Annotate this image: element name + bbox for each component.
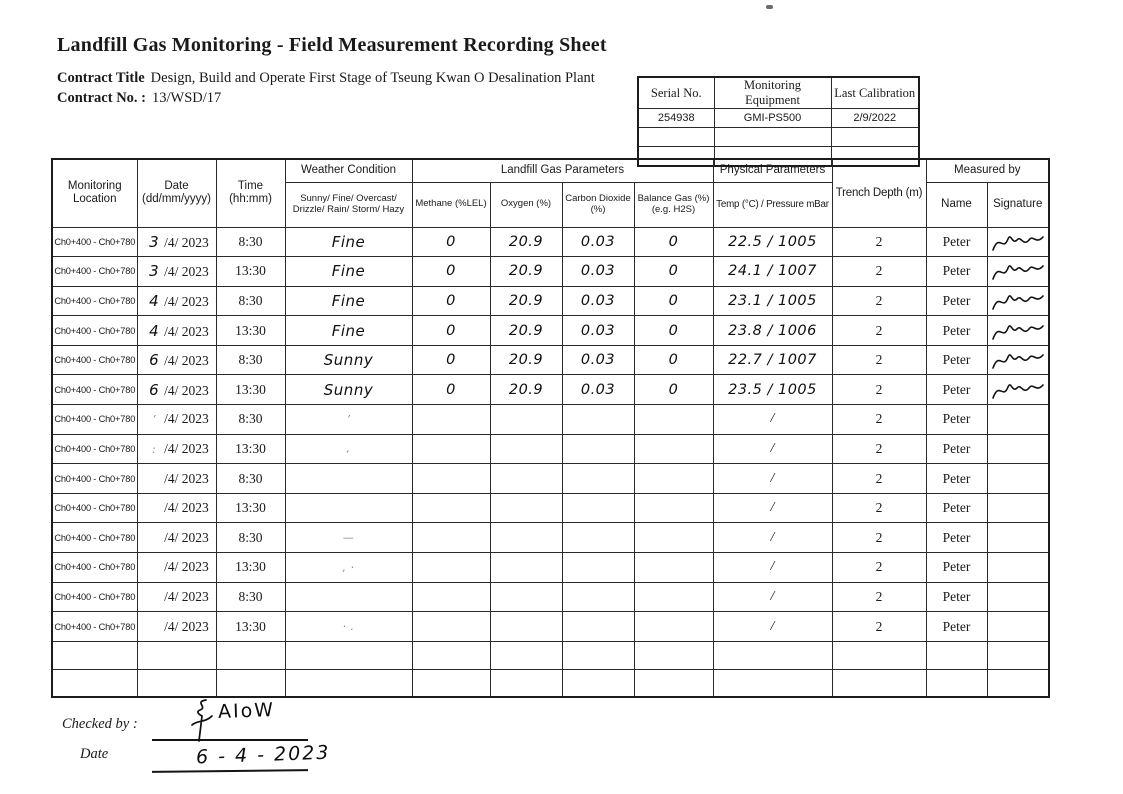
cell-name: Peter bbox=[926, 345, 987, 375]
cell-temp-pressure: / bbox=[713, 612, 832, 642]
signature-scribble-icon bbox=[991, 379, 1045, 401]
cell-trench: 2 bbox=[832, 464, 926, 494]
cell-date: ’ /4/ 2023 bbox=[137, 405, 216, 435]
cell-date: : /4/ 2023 bbox=[137, 434, 216, 464]
cell-trench: 2 bbox=[832, 582, 926, 612]
cell-trench: 2 bbox=[832, 553, 926, 583]
cell-time bbox=[216, 641, 285, 669]
cell-name: Peter bbox=[926, 316, 987, 346]
cell-signature bbox=[987, 641, 1049, 669]
cell-weather bbox=[285, 464, 412, 494]
cell-time: 13:30 bbox=[216, 257, 285, 287]
cell-methane bbox=[412, 405, 490, 435]
header-name: Name bbox=[926, 182, 987, 227]
cell-signature bbox=[987, 464, 1049, 494]
cell-balance: 0 bbox=[634, 286, 713, 316]
cell-name: Peter bbox=[926, 286, 987, 316]
header-weather-options: Sunny/ Fine/ Overcast/ Drizzle/ Rain/ Storm/ Hazy bbox=[285, 182, 412, 227]
table-row bbox=[52, 582, 1049, 612]
cell-name: Peter bbox=[926, 227, 987, 257]
cell-balance bbox=[634, 464, 713, 494]
cell-time: 13:30 bbox=[216, 493, 285, 523]
cell-name: Peter bbox=[926, 375, 987, 405]
cell-co2 bbox=[562, 553, 634, 583]
equipment-serial-value: 254938 bbox=[638, 109, 714, 128]
cell-balance: 0 bbox=[634, 316, 713, 346]
equipment-calibration-value: 2/9/2022 bbox=[831, 109, 919, 128]
cell-co2 bbox=[562, 464, 634, 494]
page-title: Landfill Gas Monitoring - Field Measurement Recording Sheet bbox=[57, 34, 607, 56]
main-table bbox=[51, 158, 1050, 698]
table-row bbox=[52, 257, 1049, 287]
cell-signature bbox=[987, 612, 1049, 642]
cell-signature bbox=[987, 375, 1049, 405]
cell-balance bbox=[634, 523, 713, 553]
cell-date: 4 /4/ 2023 bbox=[137, 286, 216, 316]
signature-scribble-icon bbox=[991, 290, 1045, 312]
cell-date: 3 /4/ 2023 bbox=[137, 257, 216, 287]
cell-name: Peter bbox=[926, 553, 987, 583]
table-row bbox=[52, 405, 1049, 435]
cell-date bbox=[137, 669, 216, 697]
cell-weather: ’ bbox=[285, 405, 412, 435]
cell-signature bbox=[987, 669, 1049, 697]
table-row bbox=[52, 553, 1049, 583]
cell-oxygen: 20.9 bbox=[490, 316, 562, 346]
header-monitoring-location: Monitoring Location bbox=[52, 159, 137, 227]
checked-by-signature-value: AIoW bbox=[217, 699, 276, 723]
cell-oxygen: 20.9 bbox=[490, 257, 562, 287]
table-row bbox=[52, 641, 1049, 669]
header-physical-parameters: Physical Parameters bbox=[713, 159, 832, 182]
cell-date: /4/ 2023 bbox=[137, 523, 216, 553]
cell-balance bbox=[634, 434, 713, 464]
cell-oxygen bbox=[490, 669, 562, 697]
cell-methane bbox=[412, 434, 490, 464]
checked-date-value: 6 - 4 - 2023 bbox=[195, 741, 331, 769]
cell-temp-pressure: 22.7 / 1007 bbox=[713, 345, 832, 375]
cell-balance: 0 bbox=[634, 345, 713, 375]
cell-co2 bbox=[562, 612, 634, 642]
cell-location bbox=[52, 641, 137, 669]
contract-title-label: Contract Title bbox=[57, 70, 145, 86]
equipment-header-calibration: Last Calibration bbox=[831, 77, 919, 109]
cell-oxygen bbox=[490, 582, 562, 612]
cell-date: /4/ 2023 bbox=[137, 464, 216, 494]
cell-location: Ch0+400 - Ch0+780 bbox=[52, 582, 137, 612]
cell-weather: ‚ · bbox=[285, 553, 412, 583]
cell-time: 13:30 bbox=[216, 375, 285, 405]
cell-methane: 0 bbox=[412, 286, 490, 316]
cell-date: 3 /4/ 2023 bbox=[137, 227, 216, 257]
cell-trench: 2 bbox=[832, 493, 926, 523]
table-row bbox=[52, 464, 1049, 494]
scan-speck bbox=[766, 5, 773, 9]
cell-trench: 2 bbox=[832, 227, 926, 257]
cell-location: Ch0+400 - Ch0+780 bbox=[52, 612, 137, 642]
equipment-model-value: GMI-PS500 bbox=[714, 109, 831, 128]
cell-trench: 2 bbox=[832, 405, 926, 435]
cell-temp-pressure: / bbox=[713, 405, 832, 435]
header-date: Date (dd/mm/yyyy) bbox=[137, 159, 216, 227]
cell-time: 8:30 bbox=[216, 464, 285, 494]
cell-oxygen bbox=[490, 405, 562, 435]
cell-weather bbox=[285, 582, 412, 612]
cell-methane bbox=[412, 523, 490, 553]
header-balance-gas: Balance Gas (%) (e.g. H2S) bbox=[634, 182, 713, 227]
cell-weather: Sunny bbox=[285, 375, 412, 405]
cell-location: Ch0+400 - Ch0+780 bbox=[52, 257, 137, 287]
cell-weather: Fine bbox=[285, 257, 412, 287]
cell-weather: Fine bbox=[285, 286, 412, 316]
cell-location: Ch0+400 - Ch0+780 bbox=[52, 464, 137, 494]
cell-location: Ch0+400 - Ch0+780 bbox=[52, 375, 137, 405]
cell-temp-pressure bbox=[713, 669, 832, 697]
cell-co2: 0.03 bbox=[562, 257, 634, 287]
cell-signature bbox=[987, 227, 1049, 257]
contract-title-line bbox=[57, 70, 595, 87]
cell-temp-pressure: 24.1 / 1007 bbox=[713, 257, 832, 287]
checked-by-label: Checked by : bbox=[62, 716, 138, 732]
cell-signature bbox=[987, 582, 1049, 612]
cell-signature bbox=[987, 345, 1049, 375]
equipment-header-equipment: Monitoring Equipment bbox=[714, 77, 831, 109]
cell-name: Peter bbox=[926, 257, 987, 287]
equipment-calibration-value bbox=[831, 128, 919, 147]
cell-co2: 0.03 bbox=[562, 227, 634, 257]
equipment-row bbox=[638, 109, 919, 128]
cell-oxygen bbox=[490, 553, 562, 583]
cell-methane: 0 bbox=[412, 227, 490, 257]
cell-co2: 0.03 bbox=[562, 316, 634, 346]
cell-time: 8:30 bbox=[216, 227, 285, 257]
cell-oxygen bbox=[490, 493, 562, 523]
cell-temp-pressure: / bbox=[713, 493, 832, 523]
header-carbon-dioxide: Carbon Dioxide (%) bbox=[562, 182, 634, 227]
cell-name: Peter bbox=[926, 405, 987, 435]
cell-signature bbox=[987, 405, 1049, 435]
cell-trench: 2 bbox=[832, 523, 926, 553]
cell-oxygen: 20.9 bbox=[490, 375, 562, 405]
checked-by-flourish-icon bbox=[188, 697, 216, 748]
cell-oxygen: 20.9 bbox=[490, 345, 562, 375]
cell-weather bbox=[285, 669, 412, 697]
cell-oxygen bbox=[490, 434, 562, 464]
cell-location: Ch0+400 - Ch0+780 bbox=[52, 493, 137, 523]
cell-weather: Fine bbox=[285, 316, 412, 346]
cell-co2 bbox=[562, 641, 634, 669]
cell-co2 bbox=[562, 434, 634, 464]
cell-trench: 2 bbox=[832, 375, 926, 405]
header-landfill-gas-parameters: Landfill Gas Parameters bbox=[412, 159, 713, 182]
header-oxygen: Oxygen (%) bbox=[490, 182, 562, 227]
contract-no-label: Contract No. : bbox=[57, 90, 146, 106]
equipment-row bbox=[638, 128, 919, 147]
cell-date: 4 /4/ 2023 bbox=[137, 316, 216, 346]
cell-temp-pressure bbox=[713, 641, 832, 669]
table-row bbox=[52, 316, 1049, 346]
cell-time: 8:30 bbox=[216, 345, 285, 375]
cell-balance: 0 bbox=[634, 257, 713, 287]
main-table-body bbox=[52, 227, 1049, 697]
cell-location: Ch0+400 - Ch0+780 bbox=[52, 227, 137, 257]
cell-balance bbox=[634, 405, 713, 435]
cell-methane bbox=[412, 641, 490, 669]
cell-temp-pressure: 23.1 / 1005 bbox=[713, 286, 832, 316]
cell-temp-pressure: 23.8 / 1006 bbox=[713, 316, 832, 346]
signature-scribble-icon bbox=[991, 349, 1045, 371]
cell-balance: 0 bbox=[634, 375, 713, 405]
equipment-serial-value bbox=[638, 128, 714, 147]
cell-temp-pressure: / bbox=[713, 434, 832, 464]
header-group-row bbox=[52, 159, 1049, 182]
cell-oxygen bbox=[490, 641, 562, 669]
cell-location: Ch0+400 - Ch0+780 bbox=[52, 553, 137, 583]
cell-trench bbox=[832, 641, 926, 669]
header-time: Time (hh:mm) bbox=[216, 159, 285, 227]
signature-scribble-icon bbox=[991, 231, 1045, 253]
cell-name: Peter bbox=[926, 464, 987, 494]
cell-methane: 0 bbox=[412, 257, 490, 287]
checked-by-line bbox=[152, 739, 308, 741]
cell-oxygen bbox=[490, 523, 562, 553]
table-row bbox=[52, 286, 1049, 316]
table-row bbox=[52, 669, 1049, 697]
cell-location: Ch0+400 - Ch0+780 bbox=[52, 434, 137, 464]
signature-scribble-icon bbox=[991, 260, 1045, 282]
cell-date: 6 /4/ 2023 bbox=[137, 345, 216, 375]
cell-location: Ch0+400 - Ch0+780 bbox=[52, 286, 137, 316]
cell-trench: 2 bbox=[832, 434, 926, 464]
cell-date: /4/ 2023 bbox=[137, 493, 216, 523]
cell-co2 bbox=[562, 405, 634, 435]
checked-date-label: Date bbox=[80, 746, 109, 762]
cell-balance bbox=[634, 493, 713, 523]
cell-time: 8:30 bbox=[216, 405, 285, 435]
cell-name: Peter bbox=[926, 523, 987, 553]
table-row bbox=[52, 612, 1049, 642]
cell-signature bbox=[987, 493, 1049, 523]
cell-name: Peter bbox=[926, 434, 987, 464]
cell-name: Peter bbox=[926, 612, 987, 642]
cell-time bbox=[216, 669, 285, 697]
cell-methane bbox=[412, 582, 490, 612]
cell-time: 8:30 bbox=[216, 286, 285, 316]
cell-balance bbox=[634, 612, 713, 642]
cell-name: Peter bbox=[926, 582, 987, 612]
contract-no-value: 13/WSD/17 bbox=[152, 90, 222, 106]
cell-co2: 0.03 bbox=[562, 286, 634, 316]
cell-methane bbox=[412, 493, 490, 523]
cell-location: Ch0+400 - Ch0+780 bbox=[52, 316, 137, 346]
cell-co2 bbox=[562, 669, 634, 697]
cell-methane bbox=[412, 464, 490, 494]
cell-time: 13:30 bbox=[216, 553, 285, 583]
cell-trench: 2 bbox=[832, 257, 926, 287]
cell-temp-pressure: 22.5 / 1005 bbox=[713, 227, 832, 257]
cell-weather: · . bbox=[285, 612, 412, 642]
cell-methane: 0 bbox=[412, 345, 490, 375]
cell-oxygen bbox=[490, 612, 562, 642]
cell-co2: 0.03 bbox=[562, 345, 634, 375]
table-row bbox=[52, 227, 1049, 257]
cell-balance bbox=[634, 582, 713, 612]
cell-trench: 2 bbox=[832, 286, 926, 316]
cell-temp-pressure: / bbox=[713, 553, 832, 583]
cell-co2 bbox=[562, 582, 634, 612]
cell-location bbox=[52, 669, 137, 697]
cell-location: Ch0+400 - Ch0+780 bbox=[52, 523, 137, 553]
cell-time: 13:30 bbox=[216, 316, 285, 346]
cell-time: 8:30 bbox=[216, 523, 285, 553]
contract-no-line bbox=[57, 90, 221, 107]
header-signature: Signature bbox=[987, 182, 1049, 227]
cell-signature bbox=[987, 553, 1049, 583]
cell-oxygen: 20.9 bbox=[490, 227, 562, 257]
cell-balance: 0 bbox=[634, 227, 713, 257]
cell-weather: Sunny bbox=[285, 345, 412, 375]
cell-location: Ch0+400 - Ch0+780 bbox=[52, 345, 137, 375]
cell-signature bbox=[987, 523, 1049, 553]
cell-methane: 0 bbox=[412, 375, 490, 405]
cell-time: 13:30 bbox=[216, 434, 285, 464]
cell-methane bbox=[412, 612, 490, 642]
table-row bbox=[52, 523, 1049, 553]
checked-date-line bbox=[152, 769, 308, 773]
table-row bbox=[52, 434, 1049, 464]
cell-weather bbox=[285, 641, 412, 669]
equipment-table bbox=[637, 76, 920, 167]
header-trench-depth: Trench Depth (m) bbox=[832, 159, 926, 227]
cell-location: Ch0+400 - Ch0+780 bbox=[52, 405, 137, 435]
cell-date bbox=[137, 641, 216, 669]
cell-signature bbox=[987, 434, 1049, 464]
equipment-model-value bbox=[714, 128, 831, 147]
cell-signature bbox=[987, 257, 1049, 287]
header-methane: Methane (%LEL) bbox=[412, 182, 490, 227]
cell-time: 8:30 bbox=[216, 582, 285, 612]
cell-name bbox=[926, 641, 987, 669]
cell-trench: 2 bbox=[832, 612, 926, 642]
cell-weather bbox=[285, 493, 412, 523]
signature-scribble-icon bbox=[991, 320, 1045, 342]
cell-oxygen bbox=[490, 464, 562, 494]
cell-co2 bbox=[562, 523, 634, 553]
equipment-header-row bbox=[638, 77, 919, 109]
header-weather-condition: Weather Condition bbox=[285, 159, 412, 182]
cell-temp-pressure: 23.5 / 1005 bbox=[713, 375, 832, 405]
cell-co2 bbox=[562, 493, 634, 523]
cell-weather: , bbox=[285, 434, 412, 464]
cell-co2: 0.03 bbox=[562, 375, 634, 405]
cell-name bbox=[926, 669, 987, 697]
contract-title-value: Design, Build and Operate First Stage of Tseung Kwan O Desalination Plant bbox=[150, 70, 595, 86]
cell-date: /4/ 2023 bbox=[137, 582, 216, 612]
cell-balance bbox=[634, 641, 713, 669]
equipment-header-serial: Serial No. bbox=[638, 77, 714, 109]
cell-weather: Fine bbox=[285, 227, 412, 257]
cell-balance bbox=[634, 553, 713, 583]
cell-methane: 0 bbox=[412, 316, 490, 346]
cell-methane bbox=[412, 553, 490, 583]
cell-time: 13:30 bbox=[216, 612, 285, 642]
cell-methane bbox=[412, 669, 490, 697]
cell-temp-pressure: / bbox=[713, 582, 832, 612]
cell-oxygen: 20.9 bbox=[490, 286, 562, 316]
cell-weather: — bbox=[285, 523, 412, 553]
cell-temp-pressure: / bbox=[713, 523, 832, 553]
cell-name: Peter bbox=[926, 493, 987, 523]
table-row bbox=[52, 345, 1049, 375]
header-measured-by: Measured by bbox=[926, 159, 1049, 182]
cell-trench bbox=[832, 669, 926, 697]
cell-date: /4/ 2023 bbox=[137, 612, 216, 642]
table-row bbox=[52, 375, 1049, 405]
cell-date: 6 /4/ 2023 bbox=[137, 375, 216, 405]
cell-trench: 2 bbox=[832, 316, 926, 346]
cell-trench: 2 bbox=[832, 345, 926, 375]
cell-temp-pressure: / bbox=[713, 464, 832, 494]
cell-signature bbox=[987, 286, 1049, 316]
cell-balance bbox=[634, 669, 713, 697]
cell-date: /4/ 2023 bbox=[137, 553, 216, 583]
header-temp-pressure: Temp (°C) / Pressure mBar bbox=[713, 182, 832, 227]
cell-signature bbox=[987, 316, 1049, 346]
table-row bbox=[52, 493, 1049, 523]
